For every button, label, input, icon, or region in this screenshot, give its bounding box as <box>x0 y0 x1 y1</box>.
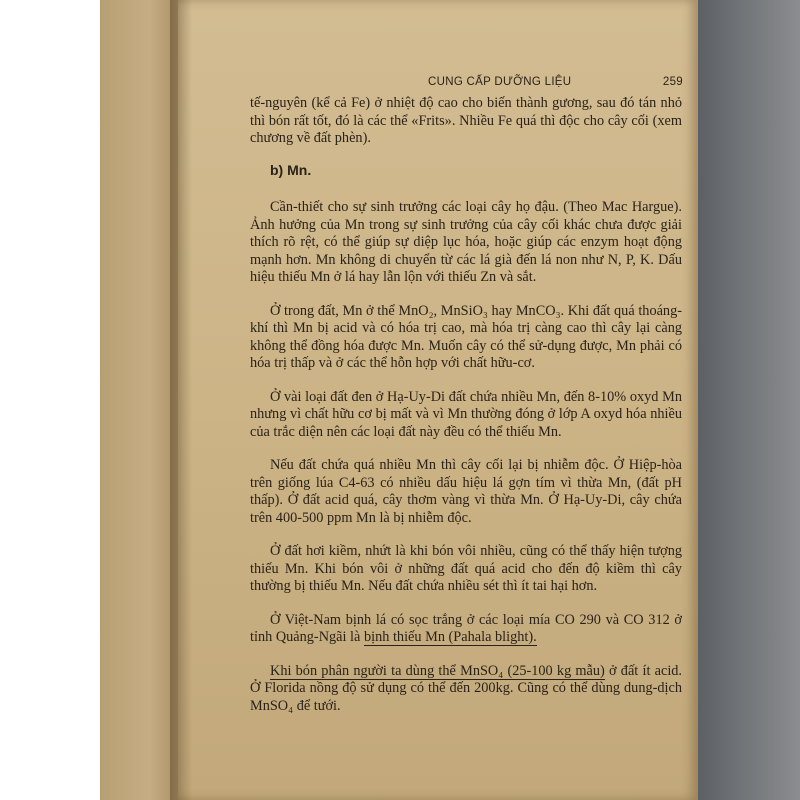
page-body <box>250 95 682 731</box>
background-left <box>0 0 100 800</box>
paragraph-3: Ở vài loại đất đen ở Hạ-Uy-Di đất chứa nhiều Mn, đến 8-10% oxyd Mn nhưng vì chất hữu cơ bị mất và vì Mn thường đóng ở lớp A oxyd hóa nhiều của trắc diện nên các loại đất này đều có thể thiếu Mn. <box>250 388 682 440</box>
paragraph-1: Cần-thiết cho sự sinh trưởng các loại cây họ đậu. (Theo Mac Hargue). Ảnh hưởng của Mn trong sự sinh trưởng của cây cối khác chưa được giải thích rõ rệt, có thể giúp sự diệp lục hóa, hoặc giúp các enzym hoạt động mạnh hơn. Mn không di chuyển từ các lá già đến lá non như N, P, K. Dấu hiệu thiếu Mn ở lá hay lẫn lộn với thiếu Zn và sắt. <box>250 199 682 285</box>
background-right <box>697 0 800 800</box>
paragraph-6 <box>250 612 682 647</box>
paragraph-6-text: Ở Việt-Nam bịnh lá có sọc trắng ở các loại mía CO 290 và CO 312 ở tỉnh Quảng-Ngãi là <box>250 611 682 645</box>
running-header <box>428 76 683 88</box>
running-title: CUNG CẤP DƯỠNG LIỆU <box>428 76 572 88</box>
paragraph-2: Ở trong đất, Mn ở thể MnO₂, MnSiO₃ hay MnCO₃. Khi đất quá thoáng-khí thì Mn bị acid và có hóa trị cao, mà hóa trị càng cao thì cây lại càng không thể đồng hóa được Mn. Muốn cây có thể sử-dụng được, Mn phải có hóa trị thấp và ở các thể hỗn hợp với chất hữu-cơ. <box>250 302 682 371</box>
paragraph-5: Ở đất hơi kiềm, nhứt là khi bón vôi nhiều, cũng có thể thấy hiện tượng thiếu Mn. Khi bón vôi ở những đất quá acid cho đến độ kiềm thì cây thường bị thiếu Mn. Nếu đất chứa nhiều sét thì ít tai hại hơn. <box>250 543 682 594</box>
paragraph-7-text: ở đất ít acid. Ở Florida nồng độ sử dụng có thể đến 200kg. Cũng có thể dùng dung-dịch MnSO₄ để tưới. <box>250 662 683 714</box>
paragraph-0: tế-nguyên (kể cả Fe) ở nhiệt độ cao cho biến thành gương, sau đó tán nhỏ thì bón rất tốt, đó là các thể «Frits». Nhiều Fe quá thì độc cho cây cối (xem chương về đất phèn). <box>250 95 682 146</box>
page-number: 259 <box>662 76 683 88</box>
paragraph-6-underlined: bịnh thiếu Mn (Pahala blight). <box>363 629 537 645</box>
paragraph-4: Nếu đất chứa quá nhiều Mn thì cây cối lại bị nhiễm độc. Ở Hiệp-hòa trên giống lúa C4-63 có nhiều dấu hiệu lá gợn tím vì thừa Mn, (đất pH thấp). Ở đất acid quá, cây thơm vàng vì thừa Mn. Ở Hạ-Uy-Di, cây chứa trên 400-500 ppm Mn là bị nhiễm độc. <box>250 457 682 526</box>
page-gutter <box>170 0 192 800</box>
section-heading: b) Mn. <box>270 161 312 178</box>
paragraph-7 <box>250 663 682 716</box>
paragraph-7-underlined: Khi bón phân người ta dùng thể MnSO₄ (25-100 kg mẫu) <box>270 662 605 679</box>
